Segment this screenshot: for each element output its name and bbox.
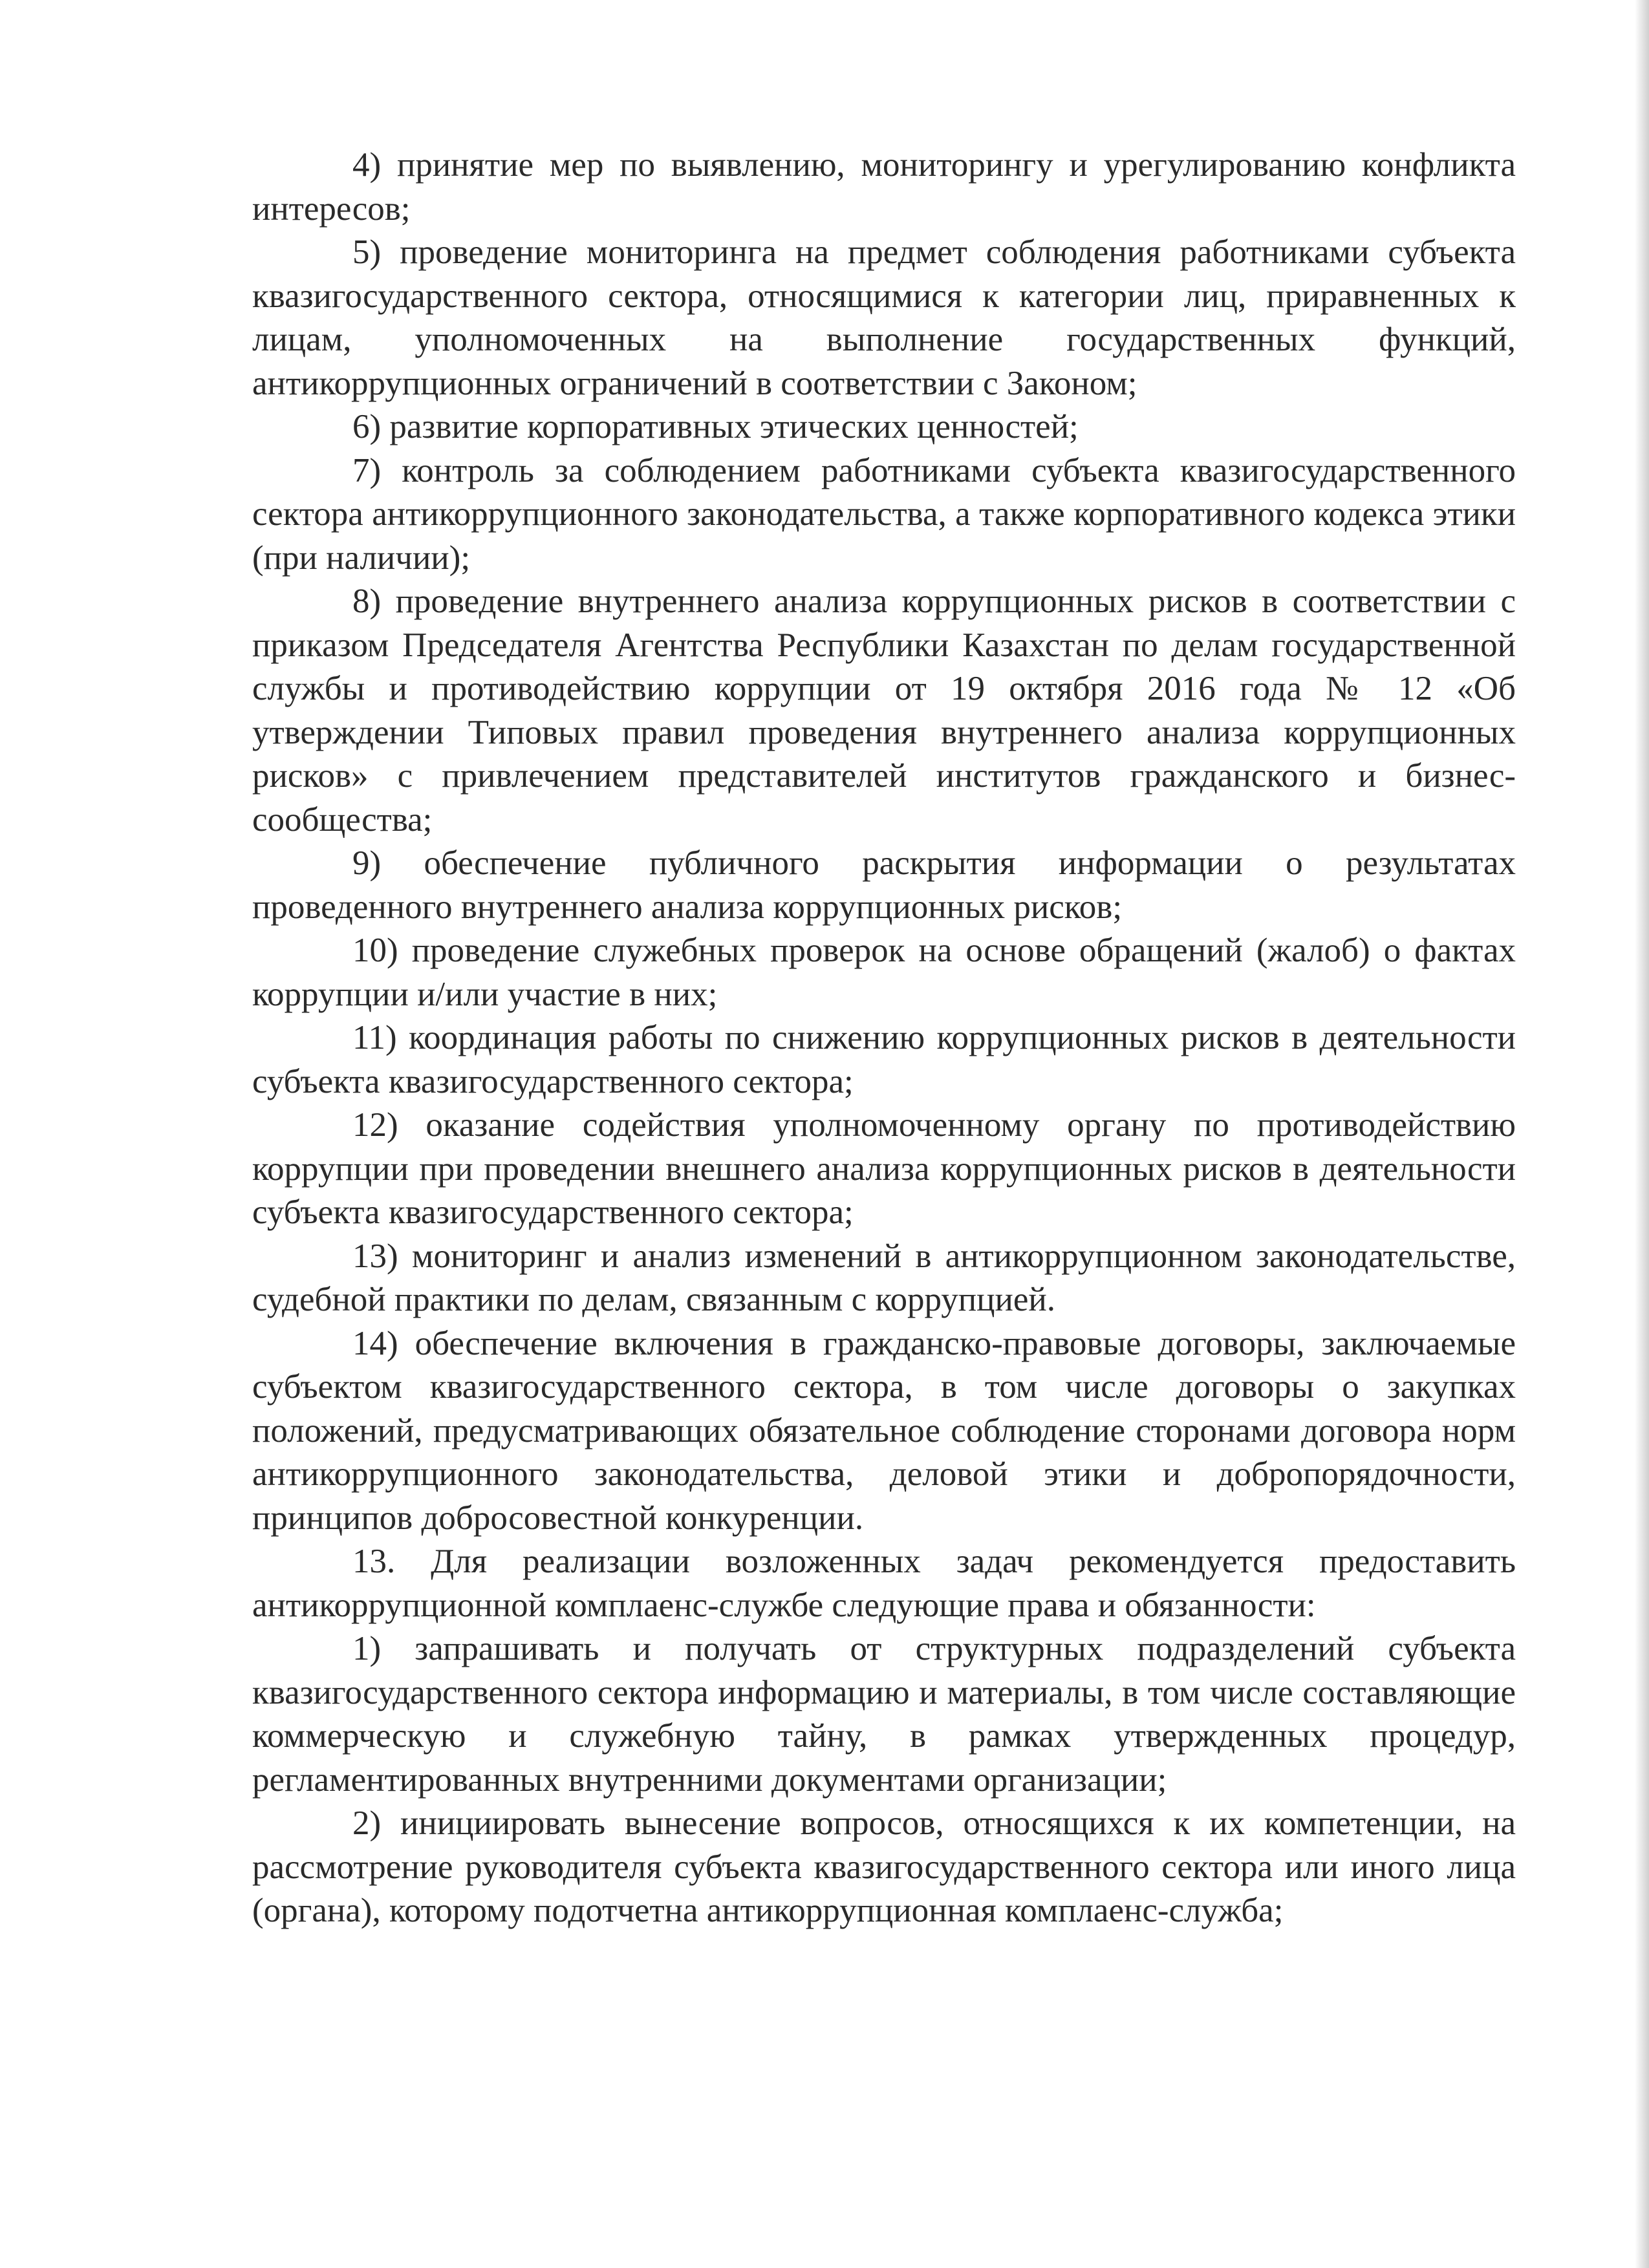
item-10-internal-investigations: 10) проведение служебных проверок на основе обращений (жалоб) о фактах коррупции и/или участие в них; [252, 932, 1516, 1013]
item-7-compliance-control: 7) контроль за соблюдением работниками субъекта квазигосударственного сектора антикоррупционного законодательства, а также корпоративного кодекса этики (при наличии); [252, 451, 1516, 577]
item-11-risk-coordination: 11) координация работы по снижению коррупционных рисков в деятельности субъекта квазигосударственного сектора; [252, 1019, 1516, 1100]
section-13-rights-and-duties: 13. Для реализации возложенных задач рекомендуется предоставить антикоррупционной комплаенс-службе следующие права и обязанности: [252, 1543, 1516, 1624]
item-8-internal-risk-analysis: 8) проведение внутреннего анализа коррупционных рисков в соответствии с приказом Председателя Агентства Республики Казахстан по делам государственной службы и противодействию коррупции от 19 октября 2016 года № 12 «Об утверждении Типовых правил проведения внутреннего анализа коррупционных рисков» с привлечением представителей институтов гражданского и бизнес-сообщества; [252, 583, 1516, 839]
item-9-public-disclosure: 9) обеспечение публичного раскрытия информации о результатах проведенного внутреннего анализа коррупционных рисков; [252, 844, 1516, 926]
item-14-contract-clauses: 14) обеспечение включения в гражданско-правовые договоры, заключаемые субъектом квазигосударственного сектора, в том числе договоры о закупках положений, предусматривающих обязательное соблюдение сторонами договора норм антикоррупционного законодательства, деловой этики и добропорядочности, принципов добросовестной конкуренции. [252, 1324, 1516, 1537]
scan-edge-shadow [1635, 0, 1649, 2268]
right-2-initiate-issues: 2) инициировать вынесение вопросов, относящихся к их компетенции, на рассмотрение руководителя субъекта квазигосударственного сектора или иного лица (органа), которому подотчетна антикоррупционная комплаенс-служба; [252, 1804, 1516, 1929]
item-12-external-analysis-assistance: 12) оказание содействия уполномоченному органу по противодействию коррупции при проведении внешнего анализа коррупционных рисков в деятельности субъекта квазигосударственного сектора; [252, 1106, 1516, 1231]
right-1-request-information: 1) запрашивать и получать от структурных подразделений субъекта квазигосударственного сектора информацию и материалы, в том числе составляющие коммерческую и служебную тайну, в рамках утвержденных процедур, регламентированных внутренними документами организации; [252, 1630, 1516, 1799]
item-5-monitoring-restrictions: 5) проведение мониторинга на предмет соблюдения работниками субъекта квазигосударственного сектора, относящимися к категории лиц, приравненных к лицам, уполномоченных на выполнение государственных функций, антикоррупционных ограничений в соответствии с Законом; [252, 233, 1516, 402]
document-body [252, 144, 1516, 1933]
item-6-ethical-values: 6) развитие корпоративных этических ценностей; [352, 408, 1079, 445]
item-13-legislation-monitoring: 13) мониторинг и анализ изменений в антикоррупционном законодательстве, судебной практики по делам, связанным с коррупцией. [252, 1237, 1516, 1318]
item-4-conflict-of-interest: 4) принятие мер по выявлению, мониторингу и урегулированию конфликта интересов; [252, 146, 1516, 228]
